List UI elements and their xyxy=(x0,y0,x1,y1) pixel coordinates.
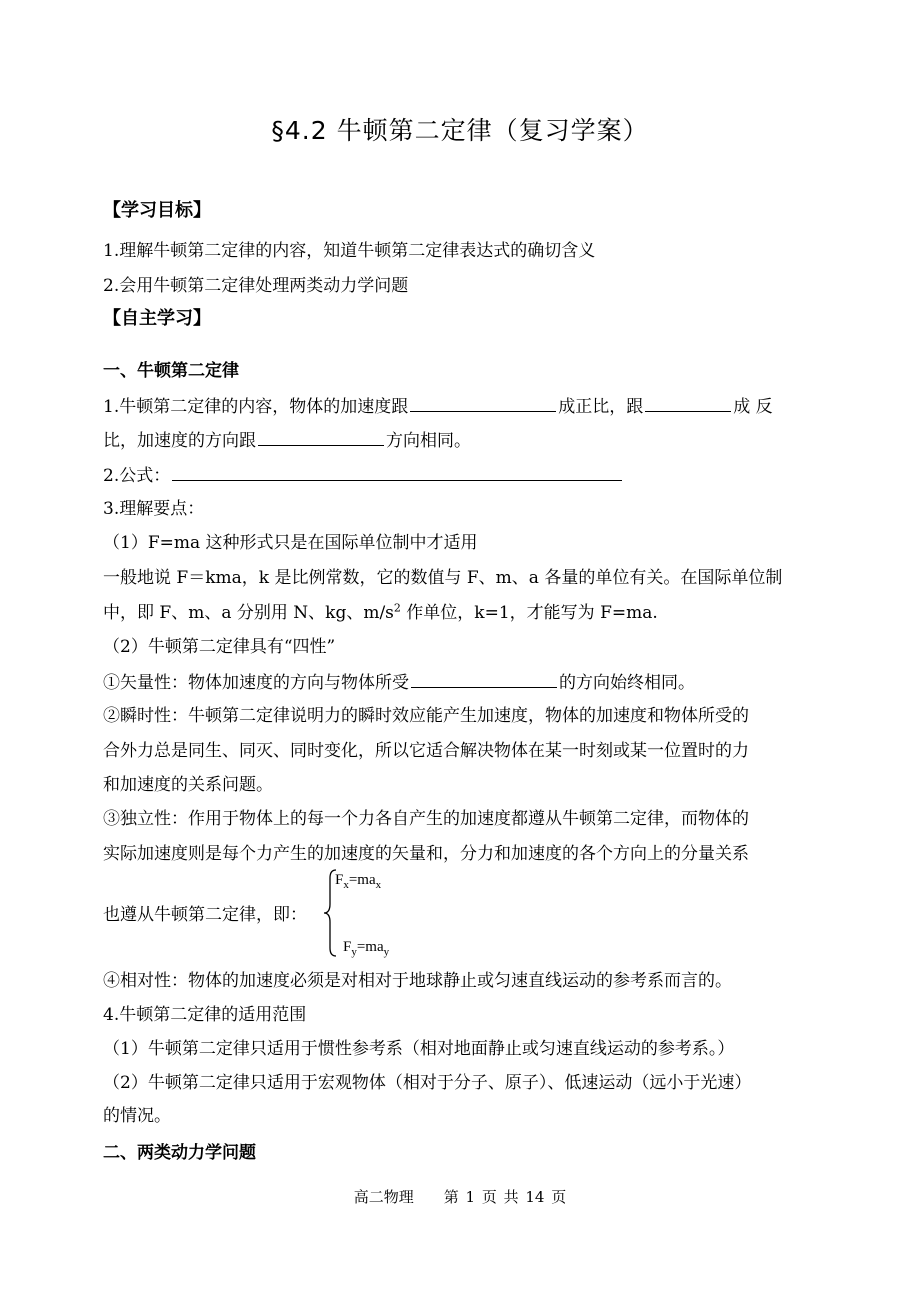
objective-2: 2.会用牛顿第二定律处理两类动力学问题 xyxy=(103,276,409,296)
item3-heading: 3.理解要点： xyxy=(103,499,205,519)
page-footer: 高二物理 第 1 页 共 14 页 xyxy=(353,1188,567,1206)
eq-x-f: F xyxy=(335,872,344,888)
indep-line-2: 实际加速度则是每个力产生的加速度的矢量和，分力和加速度的各个方向上的分量关系 xyxy=(103,844,749,864)
sub2-heading: （2）牛顿第二定律具有“四性” xyxy=(103,637,336,657)
item1-text-e: 方向相同。 xyxy=(386,431,471,451)
indep-line-3: 也遵从牛顿第二定律，即： xyxy=(103,905,307,925)
instant-line-2: 合外力总是同生、同灭、同时变化，所以它适合解决物体在某一时刻或某一位置时的力 xyxy=(103,741,749,761)
eq-x-sub: x xyxy=(343,879,349,891)
scope-2a: （2）牛顿第二定律只适用于宏观物体（相对于分子、原子）、低速运动（远小于光速） xyxy=(103,1073,752,1093)
page-title: §4.2 牛顿第二定律（复习学案） xyxy=(271,116,649,145)
item1-line2 xyxy=(103,428,471,453)
equation-x xyxy=(335,870,381,890)
eq-y-mid: =ma xyxy=(356,939,384,955)
vector-property xyxy=(103,670,695,695)
item2-label: 2.公式： xyxy=(103,466,171,486)
blank-field-1[interactable] xyxy=(410,394,556,412)
eq-y-sub: y xyxy=(351,946,357,958)
objective-1: 1.理解牛顿第二定律的内容，知道牛顿第二定律表达式的确切含义 xyxy=(103,241,596,261)
part2-heading: 二、两类动力学问题 xyxy=(103,1143,256,1163)
sub1-text-1: 一般地说 F＝kma，k 是比例常数，它的数值与 F、m、a 各量的单位有关。在国际单位制 xyxy=(103,568,783,588)
self-study-heading: 【自主学习】 xyxy=(103,308,211,329)
sub1-text-2b: 作单位，k=1，才能写为 F=ma. xyxy=(400,603,658,623)
eq-y-sub2: y xyxy=(383,946,390,958)
unit-superscript: 2 xyxy=(393,601,401,615)
relative-property: ④相对性：物体的加速度必须是对相对于地球静止或匀速直线运动的参考系而言的。 xyxy=(103,971,732,991)
item4-heading: 4.牛顿第二定律的适用范围 xyxy=(103,1005,307,1025)
item2-formula xyxy=(103,463,624,488)
sub1-heading: （1）F=ma 这种形式只是在国际单位制中才适用 xyxy=(103,533,478,553)
objectives-heading: 【学习目标】 xyxy=(103,200,211,221)
vector-text-a: ①矢量性：物体加速度的方向与物体所受 xyxy=(103,673,409,693)
equation-y xyxy=(343,937,389,957)
sub1-text-2a: 中，即 F、m、a 分别用 N、kg、m/s xyxy=(103,603,394,623)
sub1-text-2 xyxy=(103,601,658,625)
blank-field-4[interactable] xyxy=(411,670,557,688)
item1-line1 xyxy=(103,394,773,419)
blank-field-2[interactable] xyxy=(645,394,731,412)
eq-x-sub2: x xyxy=(375,879,382,891)
indep-line-1: ③独立性：作用于物体上的每一个力各自产生的加速度都遵从牛顿第二定律，而物体的 xyxy=(103,809,749,829)
item1-text-a: 1.牛顿第二定律的内容，物体的加速度跟 xyxy=(103,397,409,417)
vector-text-b: 的方向始终相同。 xyxy=(559,673,695,693)
instant-line-1: ②瞬时性：牛顿第二定律说明力的瞬时效应能产生加速度，物体的加速度和物体所受的 xyxy=(103,706,749,726)
eq-x-mid: =ma xyxy=(348,872,376,888)
item1-text-c: 成 反 xyxy=(733,397,773,417)
blank-field-3[interactable] xyxy=(258,428,384,446)
formula-blank[interactable] xyxy=(172,463,622,481)
scope-2b: 的情况。 xyxy=(103,1106,171,1126)
scope-1: （1）牛顿第二定律只适用于惯性参考系（相对地面静止或匀速直线运动的参考系。） xyxy=(103,1039,735,1059)
eq-y-f: F xyxy=(343,939,352,955)
item1-text-b: 成正比，跟 xyxy=(558,397,644,417)
instant-line-3: 和加速度的关系问题。 xyxy=(103,775,273,795)
part1-heading: 一、牛顿第二定律 xyxy=(103,361,239,381)
item1-text-d: 比，加速度的方向跟 xyxy=(103,431,256,451)
